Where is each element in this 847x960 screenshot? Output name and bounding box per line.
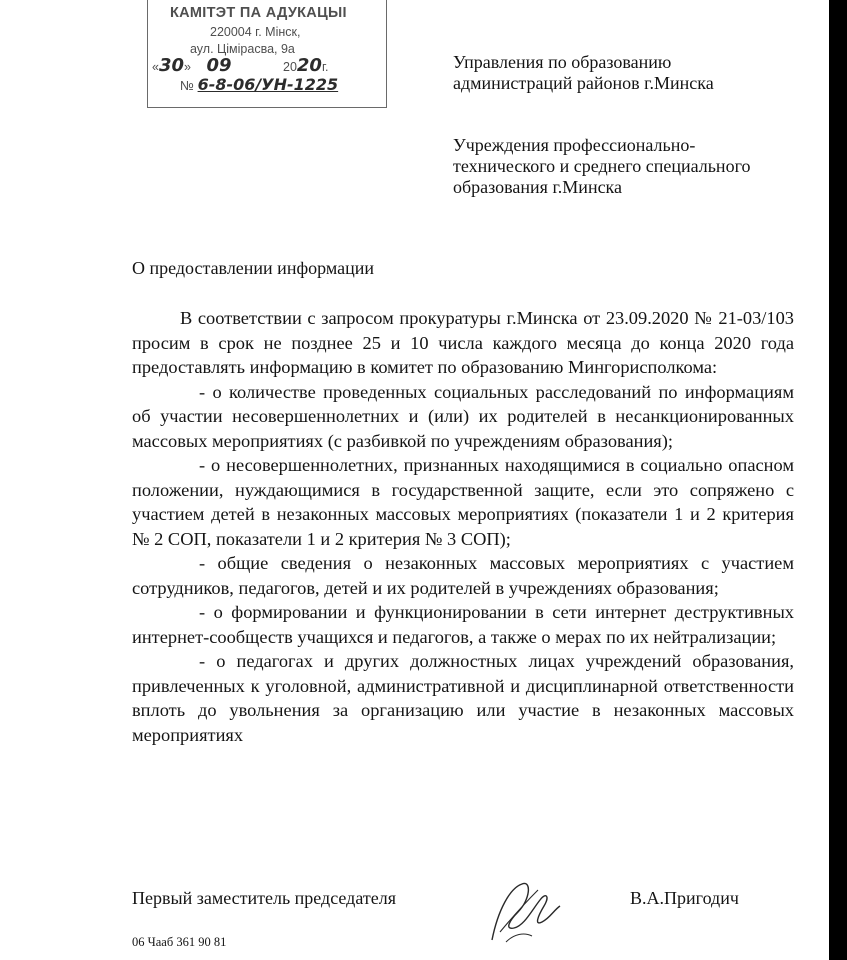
stamp-date-year-prefix: 20 <box>283 60 297 74</box>
signer-position: Первый заместитель председателя <box>132 888 396 908</box>
registration-stamp <box>147 0 387 108</box>
stamp-address-line1: 220004 г. Мінск, <box>210 25 301 39</box>
stamp-date-year-suffix: 20 <box>296 55 322 76</box>
stamp-address-line2: аул. Цімірасва, 9а <box>190 42 295 56</box>
stamp-number <box>180 75 338 94</box>
list-item: - о педагогах и других должностных лицах учреждений образования, привлеченных к уголовной, административной и дисциплинарной ответственности вплоть до увольнения за организацию или участие в незаконных массовых мероприятиях <box>132 651 794 745</box>
letter-subject: О предоставлении информации <box>132 258 374 278</box>
letter-body <box>132 306 794 747</box>
addressee-vocational-institutions: Учреждения профессионально-технического и среднего специального образования г.Минска <box>453 135 751 197</box>
right-dark-edge <box>829 0 847 960</box>
body-intro-paragraph: В соответствии с запросом прокуратуры г.Минска от 23.09.2020 № 21-03/103 просим в срок не позднее 25 и 10 числа каждого месяца до конца 2020 года предоставлять информацию в комитет по образованию Мингорисполкома: <box>132 308 794 377</box>
stamp-date-year-tail: г. <box>321 60 329 74</box>
list-item: - о несовершеннолетних, признанных находящимися в социально опасном положении, нуждающимися в государственной защите, если это сопряжено с участием детей в незаконных массовых мероприятиях (показатели 1 и 2 критерия № 2 СОП, показатели 1 и 2 критерия № 3 СОП); <box>132 455 794 549</box>
list-item: - о формировании и функционировании в сети интернет деструктивных интернет-сообществ учащихся и педагогов, а также о мерах по их нейтрализации; <box>132 602 794 647</box>
stamp-organization: КАМІТЭТ ПА АДУКАЦЫІ <box>170 5 347 21</box>
stamp-date-quote-close: » <box>184 60 191 74</box>
handwritten-signature <box>480 870 570 950</box>
list-item: - о количестве проведенных социальных расследований по информациям об участии несовершеннолетних и (или) их родителей в несанкционированных массовых мероприятиях (с разбивкой по учреждениям образования); <box>132 381 794 451</box>
stamp-date-month: 09 <box>206 55 232 76</box>
stamp-date-quote-open: « <box>152 60 159 74</box>
stamp-number-label: № <box>180 78 194 93</box>
footer-phone: 06 Чааб 361 90 81 <box>132 935 227 949</box>
addressee-district-departments: Управления по образованию администраций районов г.Минска <box>453 52 714 93</box>
stamp-date <box>152 55 328 76</box>
list-item: - общие сведения о незаконных массовых мероприятиях с участием сотрудников, педагогов, детей и их родителей в учреждениях образования; <box>132 553 794 598</box>
stamp-number-value: 6-8-06/УН-1225 <box>197 75 339 94</box>
signer-name: В.А.Пригодич <box>630 888 739 908</box>
stamp-date-day: 30 <box>158 55 185 76</box>
